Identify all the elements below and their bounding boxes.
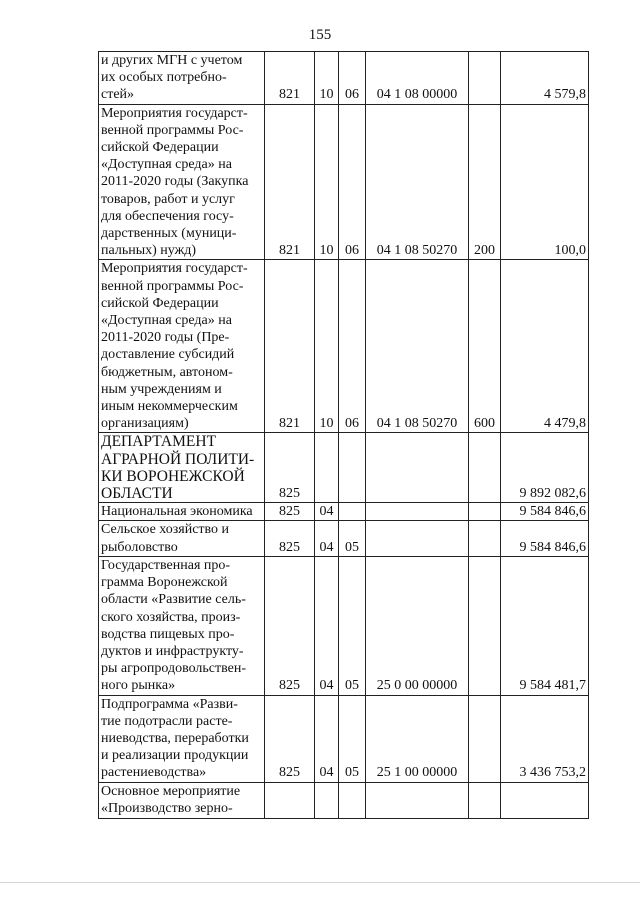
item-name-line: ры агропродовольствен- <box>101 661 247 677</box>
item-name-line: бюджетным, автоном- <box>101 364 233 380</box>
item-name-cell <box>99 503 265 521</box>
scan-edge-line <box>0 882 640 883</box>
table-row <box>99 52 589 105</box>
table-row <box>99 782 589 818</box>
ved-code-cell: 821 <box>265 52 315 105</box>
item-name-line: дарственных (муници- <box>101 226 237 242</box>
item-name-line: АГРАРНОЙ ПОЛИТИ- <box>101 450 255 468</box>
item-name-line: водства пищевых про- <box>101 626 235 642</box>
target-item-code-cell: 25 1 00 00000 <box>366 695 469 782</box>
amount-cell: 9 584 481,7 <box>501 556 589 695</box>
item-name-line: Основное мероприятие <box>101 784 241 800</box>
item-name-line: сийской Федерации <box>101 140 219 156</box>
item-name-cell <box>99 556 265 695</box>
ved-code-cell: 825 <box>265 521 315 556</box>
expense-type-code-cell: 600 <box>469 260 501 433</box>
item-name-line: тие подотрасли расте- <box>101 713 233 729</box>
section-code-cell: 04 <box>315 556 339 695</box>
subsection-code-cell: 06 <box>339 104 366 260</box>
subsection-code-cell: 05 <box>339 521 366 556</box>
item-name-line: ниеводства, переработки <box>101 730 249 746</box>
item-name-line: ОБЛАСТИ <box>101 485 173 503</box>
subsection-code-cell: 06 <box>339 52 366 105</box>
item-name-line: доставление субсидий <box>101 347 235 363</box>
expense-type-code-cell <box>469 503 501 521</box>
item-name-line: грамма Воронежской <box>101 575 228 591</box>
ved-code-cell: 825 <box>265 503 315 521</box>
amount-cell: 4 579,8 <box>501 52 589 105</box>
item-name-line: и реализации продукции <box>101 748 249 764</box>
ved-code-cell: 825 <box>265 695 315 782</box>
item-name-line: 2011-2020 годы (Пре- <box>101 330 230 346</box>
amount-cell: 9 892 082,6 <box>501 433 589 503</box>
expense-type-code-cell <box>469 521 501 556</box>
item-name-cell <box>99 521 265 556</box>
expense-type-code-cell <box>469 695 501 782</box>
item-name-line: растениеводства» <box>101 765 207 781</box>
amount-cell: 100,0 <box>501 104 589 260</box>
expense-type-code-cell <box>469 782 501 818</box>
item-name-line: товаров, работ и услуг <box>101 191 235 207</box>
item-name-line: рыболовство <box>101 539 178 555</box>
budget-table-body <box>99 52 589 819</box>
section-code-cell <box>315 782 339 818</box>
subsection-code-cell <box>339 782 366 818</box>
item-name-line: ного рынка» <box>101 678 176 694</box>
subsection-code-cell: 05 <box>339 556 366 695</box>
item-name-line: для обеспечения госу- <box>101 208 234 224</box>
amount-cell: 9 584 846,6 <box>501 521 589 556</box>
amount-cell: 9 584 846,6 <box>501 503 589 521</box>
table-row <box>99 695 589 782</box>
amount-cell: 4 479,8 <box>501 260 589 433</box>
item-name-cell <box>99 52 265 105</box>
item-name-line: «Доступная среда» на <box>101 157 232 173</box>
target-item-code-cell: 25 0 00 00000 <box>366 556 469 695</box>
subsection-code-cell: 06 <box>339 260 366 433</box>
subsection-code-cell <box>339 503 366 521</box>
item-name-line: Мероприятия государст- <box>101 105 248 121</box>
budget-table <box>98 51 589 819</box>
expense-type-code-cell: 200 <box>469 104 501 260</box>
target-item-code-cell: 04 1 08 50270 <box>366 104 469 260</box>
item-name-line: ным учреждениям и <box>101 381 222 397</box>
section-code-cell: 04 <box>315 503 339 521</box>
item-name-line: сийской Федерации <box>101 295 219 311</box>
section-code-cell: 10 <box>315 52 339 105</box>
expense-type-code-cell <box>469 433 501 503</box>
item-name-cell <box>99 104 265 260</box>
item-name-line: «Доступная среда» на <box>101 313 232 329</box>
ved-code-cell: 821 <box>265 104 315 260</box>
ved-code-cell: 825 <box>265 433 315 503</box>
target-item-code-cell <box>366 521 469 556</box>
expense-type-code-cell <box>469 52 501 105</box>
target-item-code-cell: 04 1 08 50270 <box>366 260 469 433</box>
ved-code-cell: 825 <box>265 556 315 695</box>
item-name-line: 2011-2020 годы (Закупка <box>101 174 249 190</box>
section-code-cell: 04 <box>315 695 339 782</box>
target-item-code-cell <box>366 782 469 818</box>
item-name-line: их особых потребно- <box>101 70 227 86</box>
expense-type-code-cell <box>469 556 501 695</box>
target-item-code-cell: 04 1 08 00000 <box>366 52 469 105</box>
item-name-line: иным некоммерческим <box>101 399 238 415</box>
item-name-line: КИ ВОРОНЕЖСКОЙ <box>101 467 245 485</box>
item-name-line: дуктов и инфраструкту- <box>101 643 244 659</box>
amount-cell: 3 436 753,2 <box>501 695 589 782</box>
item-name-cell <box>99 260 265 433</box>
item-name-line: Подпрограмма «Разви- <box>101 696 238 712</box>
item-name-line: Мероприятия государст- <box>101 261 248 277</box>
item-name-line: пальных) нужд) <box>101 243 197 259</box>
item-name-line: ДЕПАРТАМЕНТ <box>101 433 217 451</box>
ved-code-cell <box>265 782 315 818</box>
table-row <box>99 433 589 503</box>
section-code-cell: 04 <box>315 521 339 556</box>
table-row <box>99 260 589 433</box>
item-name-line: стей» <box>101 87 135 103</box>
item-name-cell <box>99 782 265 818</box>
item-name-line: Сельское хозяйство и <box>101 522 230 538</box>
table-row <box>99 521 589 556</box>
item-name-line: венной программы Рос- <box>101 278 244 294</box>
ved-code-cell: 821 <box>265 260 315 433</box>
item-name-line: Государственная про- <box>101 557 231 573</box>
target-item-code-cell <box>366 433 469 503</box>
table-row <box>99 556 589 695</box>
subsection-code-cell <box>339 433 366 503</box>
section-code-cell: 10 <box>315 104 339 260</box>
item-name-line: области «Развитие сель- <box>101 592 246 608</box>
item-name-line: организациям) <box>101 416 189 432</box>
section-code-cell: 10 <box>315 260 339 433</box>
page-number: 155 <box>308 27 332 43</box>
item-name-line: Национальная экономика <box>101 504 253 520</box>
item-name-line: венной программы Рос- <box>101 122 244 138</box>
table-row <box>99 104 589 260</box>
item-name-line: «Производство зерно- <box>101 801 233 817</box>
item-name-line: ского хозяйства, произ- <box>101 609 241 625</box>
item-name-line: и других МГН с учетом <box>101 53 243 68</box>
table-row <box>99 503 589 521</box>
amount-cell <box>501 782 589 818</box>
subsection-code-cell: 05 <box>339 695 366 782</box>
target-item-code-cell <box>366 503 469 521</box>
section-code-cell <box>315 433 339 503</box>
item-name-cell <box>99 695 265 782</box>
item-name-cell <box>99 433 265 503</box>
